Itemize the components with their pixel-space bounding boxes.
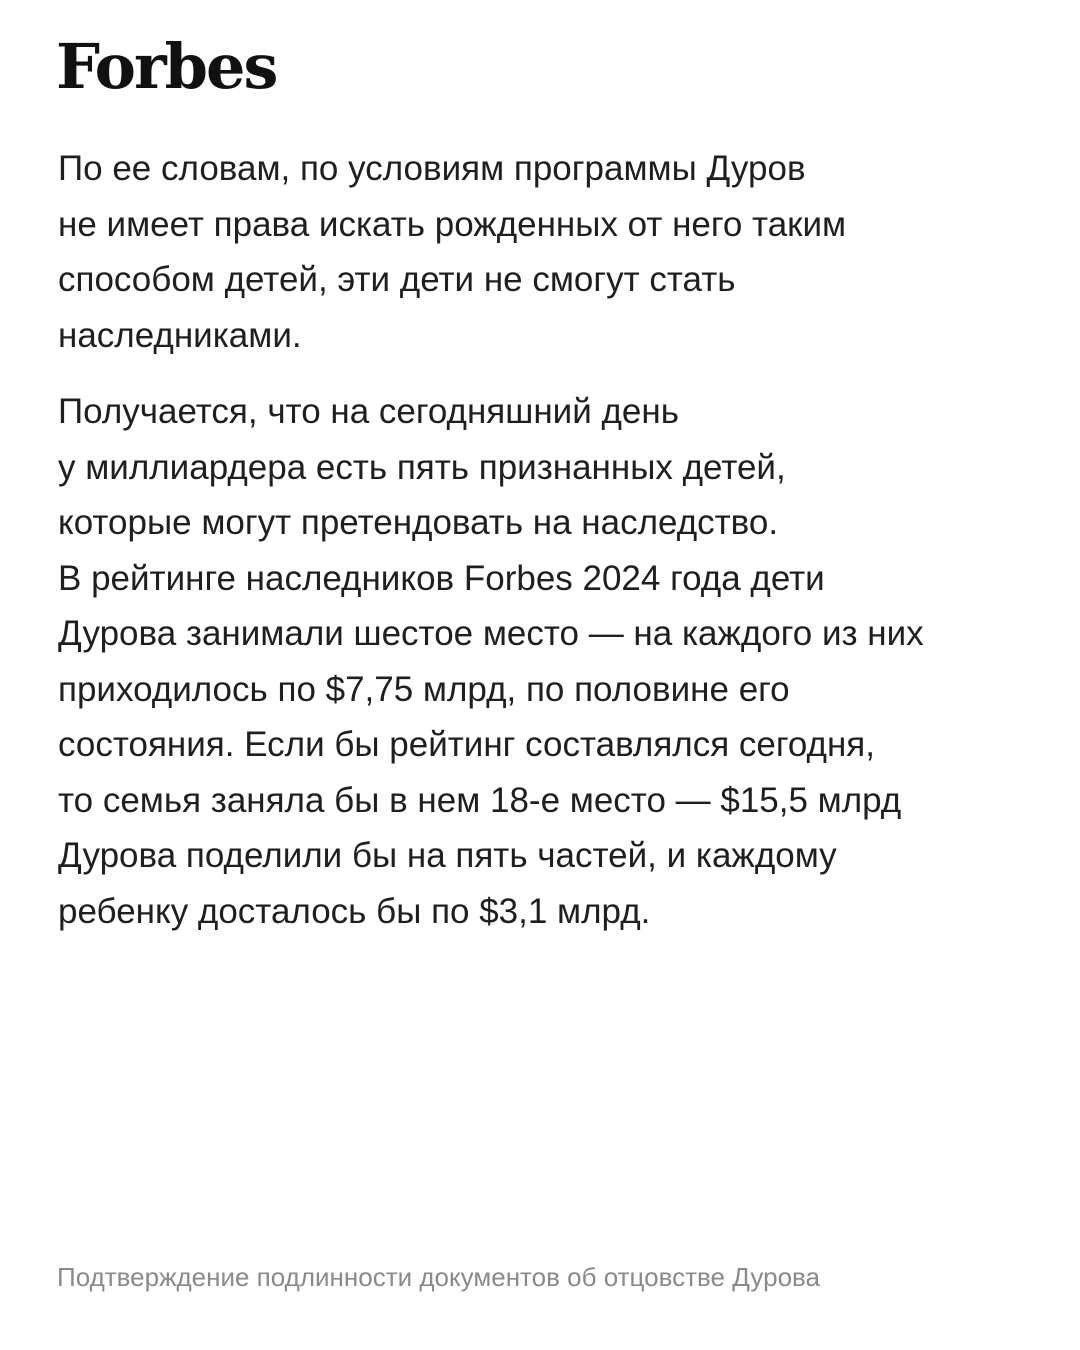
text-line: состояния. Если бы рейтинг составлялся сегодня, (58, 725, 875, 764)
footer-caption: Подтверждение подлинности документов об отцовстве Дурова (57, 1262, 821, 1292)
text-line: По ее словам, по условиям программы Дуров (58, 149, 806, 188)
paragraph-2 (58, 384, 1048, 939)
text-line: не имеет права искать рожденных от него таким (58, 204, 847, 244)
paragraph-1 (58, 141, 1048, 363)
text-line: наследниками. (58, 315, 302, 355)
text-line: Дурова поделили бы на пять частей, и каждому (58, 836, 837, 875)
text-line: способом детей, эти дети не смогут стать (58, 260, 736, 299)
text-line: то семья заняла бы в нем 18-е место — $15,5 млрд (58, 780, 902, 820)
text-line: у миллиардера есть пять признанных детей, (58, 447, 786, 487)
text-line: Получается, что на сегодняшний день (58, 392, 679, 431)
text-line: приходилось по $7,75 млрд, по половине его (58, 669, 790, 709)
forbes-logo: Forbes (56, 30, 277, 103)
text-line: В рейтинге наследников Forbes 2024 года дети (58, 558, 825, 598)
text-line: Дурова занимали шестое место — на каждого из них (58, 614, 924, 653)
article-body (58, 141, 1048, 939)
text-line: ребенку досталось бы по $3,1 млрд. (58, 891, 651, 931)
text-line: которые могут претендовать на наследство. (58, 503, 779, 542)
